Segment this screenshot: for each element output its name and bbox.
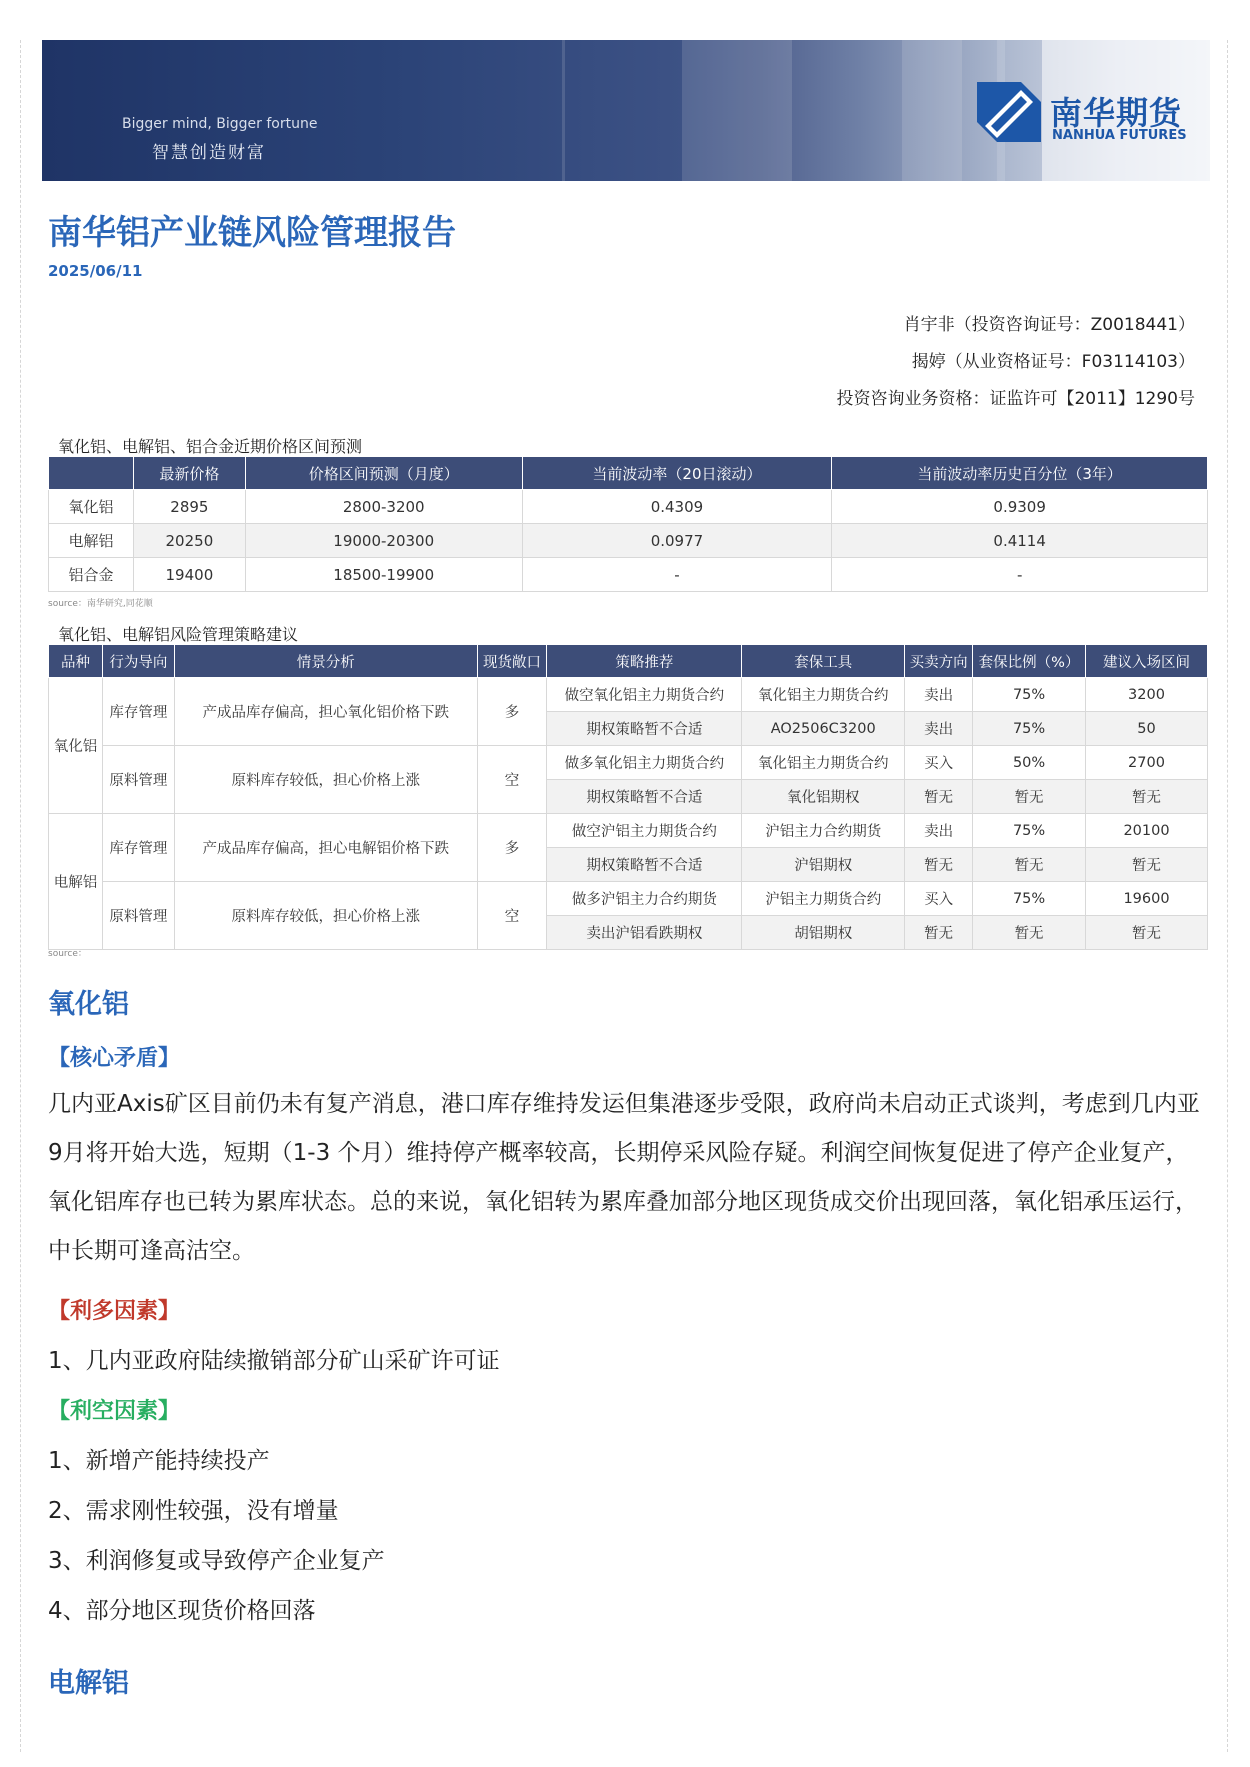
table-cell: 0.9309 <box>832 490 1208 524</box>
bearish-factor-item: 2、需求刚性较强，没有增量 <box>48 1498 339 1524</box>
table-cell: 暂无 <box>905 916 973 950</box>
core-conflict-label: 【核心矛盾】 <box>48 1046 181 1071</box>
table-cell: 75% <box>973 882 1086 916</box>
exposure-cell: 空 <box>477 746 547 814</box>
report-date: 2025/06/11 <box>48 262 143 280</box>
table-cell: - <box>832 558 1208 592</box>
column-header: 品种 <box>49 645 103 678</box>
table-cell: 沪铝期权 <box>742 848 905 882</box>
table-cell: 19400 <box>133 558 245 592</box>
behavior-cell: 原料管理 <box>102 746 174 814</box>
table-cell: 2895 <box>133 490 245 524</box>
table-header-row <box>49 645 1208 678</box>
column-header: 套保比例（%） <box>973 645 1086 678</box>
table-cell: 75% <box>973 712 1086 746</box>
table-cell: 暂无 <box>973 780 1086 814</box>
column-header <box>49 457 134 490</box>
table-cell: AO2506C3200 <box>742 712 905 746</box>
bearish-factor-item: 1、新增产能持续投产 <box>48 1448 270 1474</box>
table-cell: - <box>522 558 832 592</box>
table-row <box>49 490 1208 524</box>
behavior-cell: 库存管理 <box>102 814 174 882</box>
banner-tagline-cn: 智慧创造财富 <box>152 143 266 163</box>
nanhua-logo-icon <box>977 82 1041 142</box>
column-header: 情景分析 <box>174 645 477 678</box>
product-cell: 氧化铝 <box>49 678 103 814</box>
section-heading-alumina: 氧化铝 <box>48 989 129 1020</box>
table-cell: 暂无 <box>1086 916 1208 950</box>
table-cell: 期权策略暂不合适 <box>547 712 742 746</box>
table-cell: 2700 <box>1086 746 1208 780</box>
bullish-factors-label: 【利多因素】 <box>48 1299 181 1324</box>
table-cell: 沪铝主力期货合约 <box>742 882 905 916</box>
logo-text-en: NANHUA FUTURES <box>1052 128 1187 143</box>
table-row <box>49 558 1208 592</box>
price-table-caption: 氧化铝、电解铝、铝合金近期价格区间预测 <box>58 437 363 456</box>
scenario-cell: 原料库存较低，担心价格上涨 <box>174 882 477 950</box>
table-cell: 暂无 <box>973 916 1086 950</box>
table-cell: 买入 <box>905 882 973 916</box>
banner-tagline-en: Bigger mind, Bigger fortune <box>122 116 318 132</box>
column-header: 价格区间预测（月度） <box>245 457 522 490</box>
table-cell: 卖出 <box>905 712 973 746</box>
price-table-source: source：南华研究,同花顺 <box>48 599 153 609</box>
table-cell: 卖出沪铝看跌期权 <box>547 916 742 950</box>
report-title: 南华铝产业链风险管理报告 <box>48 213 456 253</box>
column-header: 当前波动率（20日滚动） <box>522 457 832 490</box>
table-cell: 胡铝期权 <box>742 916 905 950</box>
header-banner <box>42 40 1210 181</box>
exposure-cell: 多 <box>477 678 547 746</box>
table-cell: 75% <box>973 678 1086 712</box>
product-cell: 电解铝 <box>49 524 134 558</box>
bearish-factor-item: 4、部分地区现货价格回落 <box>48 1598 316 1624</box>
table-cell: 氧化铝主力期货合约 <box>742 746 905 780</box>
table-cell: 0.4309 <box>522 490 832 524</box>
behavior-cell: 库存管理 <box>102 678 174 746</box>
table-row <box>49 678 1208 712</box>
table-cell: 氧化铝主力期货合约 <box>742 678 905 712</box>
banner-stripe <box>682 40 792 181</box>
column-header: 套保工具 <box>742 645 905 678</box>
bearish-factor-item: 3、利润修复或导致停产企业复产 <box>48 1548 385 1574</box>
price-forecast-table <box>48 456 1208 592</box>
table-cell: 50 <box>1086 712 1208 746</box>
table-cell: 卖出 <box>905 678 973 712</box>
table-cell: 2800-3200 <box>245 490 522 524</box>
table-cell: 做空沪铝主力期货合约 <box>547 814 742 848</box>
table-row <box>49 882 1208 916</box>
table-cell: 期权策略暂不合适 <box>547 848 742 882</box>
exposure-cell: 多 <box>477 814 547 882</box>
author-line: 揭婷（从业资格证号：F03114103） <box>911 352 1195 372</box>
table-cell: 75% <box>973 814 1086 848</box>
strategy-table <box>48 644 1208 950</box>
banner-stripe <box>562 40 565 181</box>
column-header: 买卖方向 <box>905 645 973 678</box>
column-header: 最新价格 <box>133 457 245 490</box>
exposure-cell: 空 <box>477 882 547 950</box>
table-cell: 0.0977 <box>522 524 832 558</box>
banner-stripe <box>902 40 962 181</box>
table-cell: 20250 <box>133 524 245 558</box>
product-cell: 氧化铝 <box>49 490 134 524</box>
core-conflict-paragraph: 几内亚Axis矿区目前仍未有复产消息，港口库存维持发运但集港逐步受限，政府尚未启动正式谈判，考虑到几内亚9月将开始大选，短期（1-3 个月）维持停产概率较高，长期停采风险存疑。利润空间恢复促进了停产企业复产，氧化铝库存也已转为累库状态。总的来说，氧化铝转为累库叠加部分地区现货成交价出现回落，氧化铝承压运行，中长期可逢高沽空。 <box>48 1091 1200 1264</box>
table-cell: 暂无 <box>1086 848 1208 882</box>
table-cell: 卖出 <box>905 814 973 848</box>
table-cell: 做多氧化铝主力期货合约 <box>547 746 742 780</box>
scenario-cell: 产成品库存偏高，担心氧化铝价格下跌 <box>174 678 477 746</box>
table-cell: 做多沪铝主力合约期货 <box>547 882 742 916</box>
table-cell: 期权策略暂不合适 <box>547 780 742 814</box>
scenario-cell: 产成品库存偏高，担心电解铝价格下跌 <box>174 814 477 882</box>
scenario-cell: 原料库存较低，担心价格上涨 <box>174 746 477 814</box>
table-row <box>49 524 1208 558</box>
table-cell: 19600 <box>1086 882 1208 916</box>
table-cell: 20100 <box>1086 814 1208 848</box>
table-cell: 暂无 <box>1086 780 1208 814</box>
table-cell: 18500-19900 <box>245 558 522 592</box>
column-header: 当前波动率历史百分位（3年） <box>832 457 1208 490</box>
column-header: 策略推荐 <box>547 645 742 678</box>
logo-text-cn: 南华期货 <box>1050 94 1183 132</box>
column-header: 现货敞口 <box>477 645 547 678</box>
author-line: 肖宇非（投资咨询证号：Z0018441） <box>903 315 1195 335</box>
bullish-factor-item: 1、几内亚政府陆续撤销部分矿山采矿许可证 <box>48 1348 500 1374</box>
table-cell: 0.4114 <box>832 524 1208 558</box>
column-header: 行为导向 <box>102 645 174 678</box>
table-cell: 暂无 <box>905 848 973 882</box>
table-cell: 做空氧化铝主力期货合约 <box>547 678 742 712</box>
strategy-table-source: source： <box>48 949 87 959</box>
product-cell: 电解铝 <box>49 814 103 950</box>
strategy-table-caption: 氧化铝、电解铝风险管理策略建议 <box>58 625 299 644</box>
product-cell: 铝合金 <box>49 558 134 592</box>
table-cell: 沪铝主力合约期货 <box>742 814 905 848</box>
table-header-row <box>49 457 1208 490</box>
table-cell: 买入 <box>905 746 973 780</box>
table-cell: 19000-20300 <box>245 524 522 558</box>
behavior-cell: 原料管理 <box>102 882 174 950</box>
table-cell: 暂无 <box>905 780 973 814</box>
license-line: 投资咨询业务资格：证监许可【2011】1290号 <box>836 389 1195 409</box>
table-cell: 暂无 <box>973 848 1086 882</box>
column-header: 建议入场区间 <box>1086 645 1208 678</box>
table-cell: 3200 <box>1086 678 1208 712</box>
table-row <box>49 814 1208 848</box>
section-heading-electrolytic: 电解铝 <box>48 1668 129 1699</box>
table-cell: 氧化铝期权 <box>742 780 905 814</box>
bearish-factors-label: 【利空因素】 <box>48 1399 181 1424</box>
table-row <box>49 746 1208 780</box>
table-cell: 50% <box>973 746 1086 780</box>
